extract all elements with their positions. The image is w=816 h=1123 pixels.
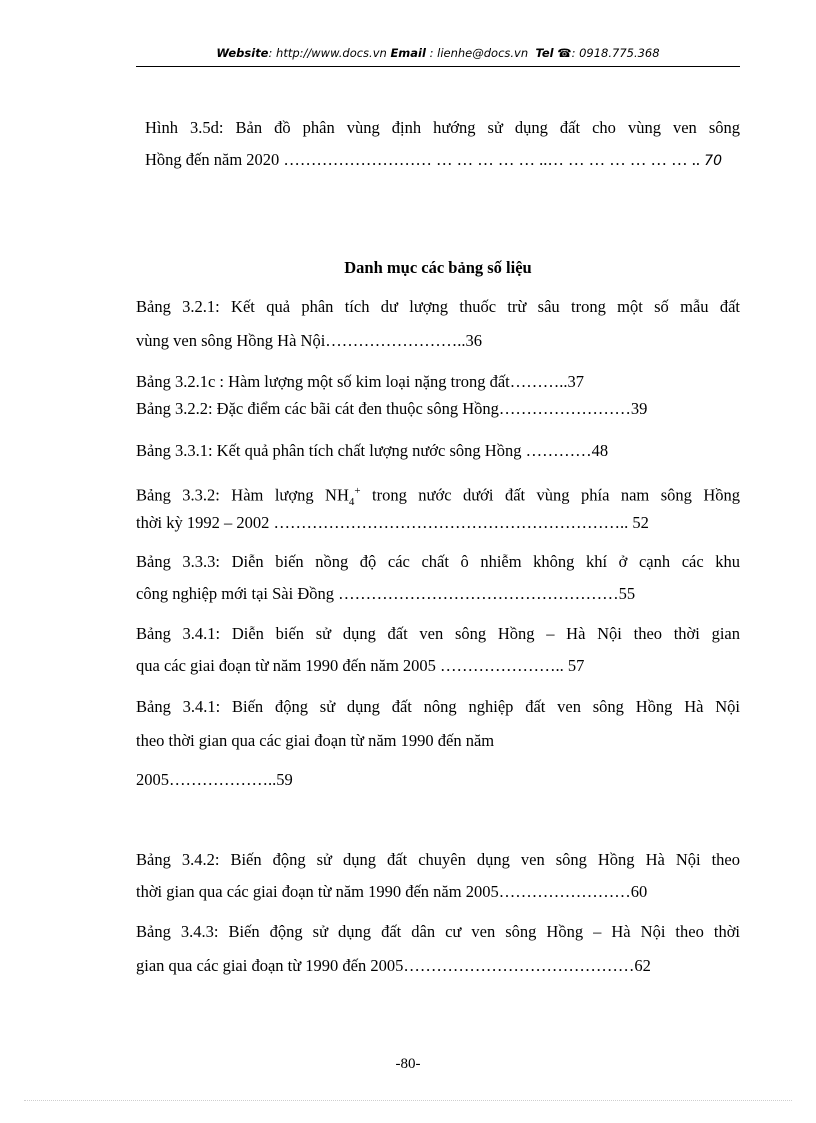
table-entry-5-line2: thời kỳ 1992 – 2002 ……………………………………………………….. 52: [136, 513, 649, 532]
table-entry-5-line1: [136, 481, 740, 512]
table-entry-5-post: trong nước dưới đất vùng phía nam sông Hồng: [360, 485, 740, 505]
page-header: [136, 46, 740, 60]
table-entry-8-line1: Bảng 3.4.1: Biến động sử dụng đất nông nghiệp đất ven sông Hồng Hà Nội: [136, 697, 740, 716]
table-entry-2: Bảng 3.2.1c : Hàm lượng một số kim loại nặng trong đất………..37: [136, 372, 584, 391]
figure-entry-line2: [145, 150, 740, 171]
section-title: Danh mục các bảng số liệu: [344, 258, 532, 277]
table-entry-3: Bảng 3.2.2: Đặc điểm các bãi cát đen thuộc sông Hồng……………………39: [136, 399, 648, 418]
tel-value: : 0918.775.368: [571, 46, 660, 60]
table-entry-1-line1: Bảng 3.2.1: Kết quả phân tích dư lượng thuốc trừ sâu trong một số mẫu đất: [136, 297, 740, 316]
table-entry-5-sup: +: [354, 485, 361, 497]
header-divider: [136, 66, 740, 67]
table-entry-4: Bảng 3.3.1: Kết quả phân tích chất lượng nước sông Hồng …………48: [136, 441, 609, 460]
table-entry-8-line3: 2005………………..59: [136, 770, 293, 789]
table-entry-6-line1: Bảng 3.3.3: Diễn biến nồng độ các chất ô nhiễm không khí ở cạnh các khu: [136, 552, 740, 571]
page-number: -80-: [395, 1056, 421, 1072]
table-entry-9-line2: thời gian qua các giai đoạn từ năm 1990 đến năm 2005……………………60: [136, 882, 648, 901]
email-label: Email: [390, 46, 426, 60]
table-entry-10-line1: Bảng 3.4.3: Biến động sử dụng đất dân cư ven sông Hồng – Hà Nội theo thời: [136, 922, 740, 941]
table-entry-5-sub: 4: [348, 495, 355, 508]
email-value: : lienhe@docs.vn: [429, 46, 529, 60]
page-bottom-divider: [24, 1100, 792, 1101]
table-entry-7-line1: Bảng 3.4.1: Diễn biến sử dụng đất ven sông Hồng – Hà Nội theo thời gian: [136, 624, 740, 643]
table-entry-7-line2: qua các giai đoạn từ năm 1990 đến năm 2005 ………………….. 57: [136, 656, 585, 675]
phone-icon: ☎: [557, 46, 572, 60]
table-entry-10-line2: gian qua các giai đoạn từ 1990 đến 2005……………………………………62: [136, 956, 651, 975]
figure-entry-text: Hồng đến năm 2020 ……………………… … … … … … ..… … … … … … … ..: [145, 150, 701, 169]
website-label: Website: [216, 46, 269, 60]
website-value: : http://www.docs.vn: [268, 46, 387, 60]
table-entry-6-line2: công nghiệp mới tại Sài Đồng ……………………………………………55: [136, 584, 636, 603]
table-entry-5-pre: Bảng 3.3.2: Hàm lượng NH: [136, 485, 349, 505]
figure-entry-line1: Hình 3.5d: Bản đồ phân vùng định hướng sử dụng đất cho vùng ven sông: [145, 118, 740, 137]
table-entry-8-line2: theo thời gian qua các giai đoạn từ năm 1990 đến năm: [136, 731, 495, 750]
table-entry-9-line1: Bảng 3.4.2: Biến động sử dụng đất chuyên dụng ven sông Hồng Hà Nội theo: [136, 850, 740, 869]
table-entry-1-line2: vùng ven sông Hồng Hà Nội……………………..36: [136, 331, 483, 350]
tel-label: Tel: [535, 46, 554, 60]
figure-entry-page: 70: [704, 153, 722, 169]
